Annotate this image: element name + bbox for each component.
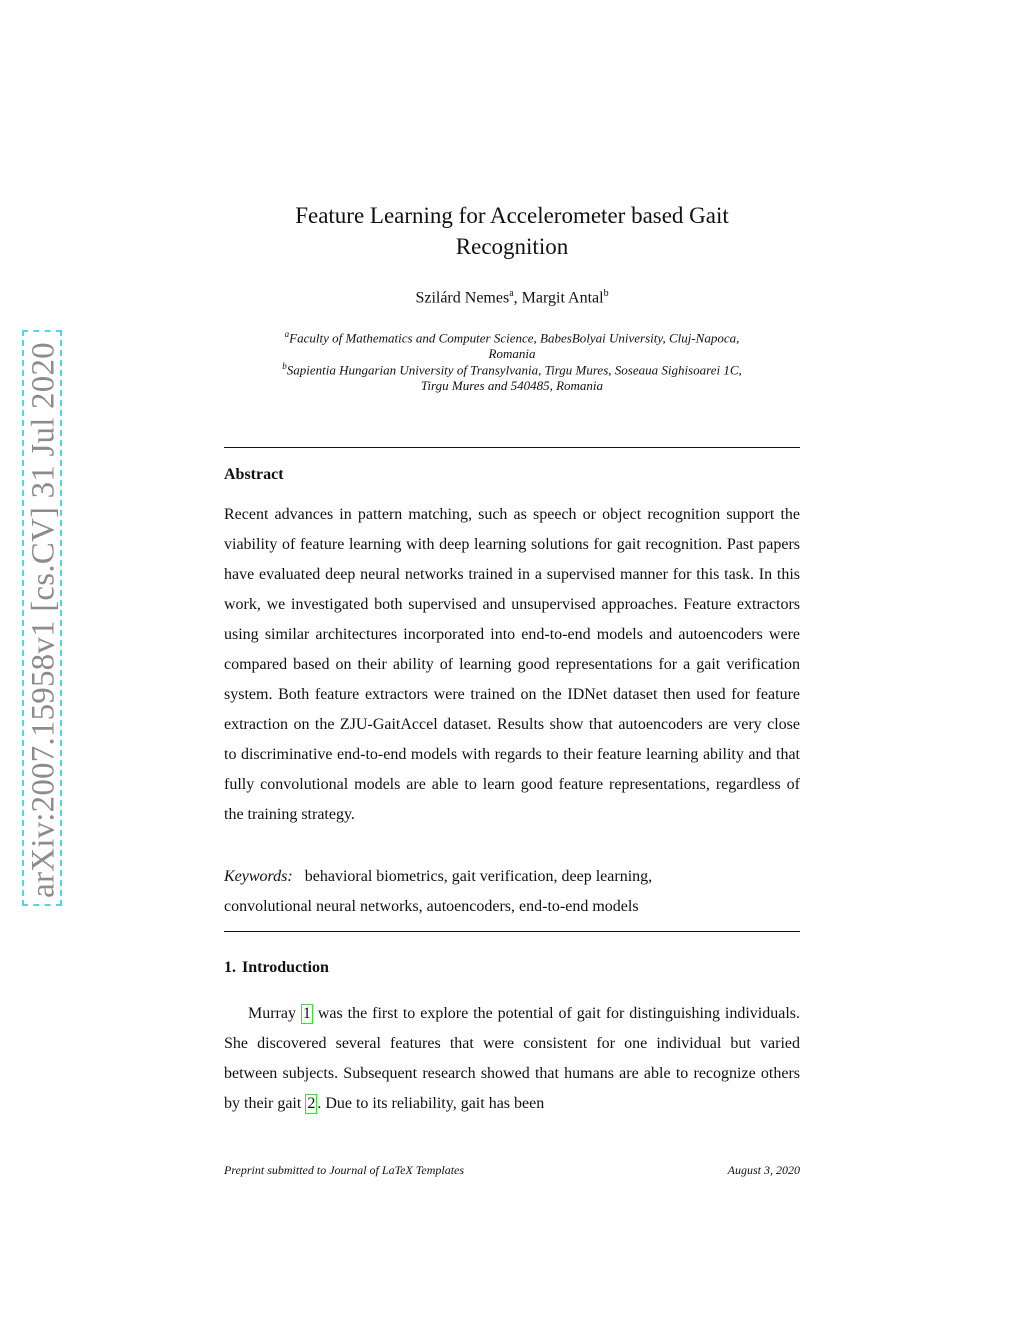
affiliation-a xyxy=(224,326,800,362)
author-separator: , xyxy=(513,289,522,307)
arxiv-stamp[interactable] xyxy=(22,330,62,906)
footer-journal-prefix: Preprint submitted to Journal of xyxy=(224,1163,382,1177)
affiliation-mark: b xyxy=(603,288,609,299)
intro-text-part: Murray xyxy=(248,1005,301,1022)
author-name: Szilárd Nemes xyxy=(415,289,510,307)
affiliation-mark: a xyxy=(509,288,514,299)
keywords-line-1: behavioral biometrics, gait verification, deep learning, xyxy=(304,868,653,885)
title-line-2: Recognition xyxy=(455,234,569,259)
affiliation-b-line-2: Tirgu Mures and 540485, Romania xyxy=(420,378,604,394)
abstract-text: Recent advances in pattern matching, such as speech or object recognition support the viability of feature learning with deep learning solutions for gait recognition. Past papers have evaluated deep neural networks trained in a supervised manner for this task. In this work, we investigated both supervised and unsupervised approaches. Feature extractors using similar architectures incorporated into end-to-end models and autoencoders were compared based on their ability of learning good representations for a gait verification system. Both feature extractors were trained on the IDNet dataset then used for feature extraction on the ZJU-GaitAccel dataset. Results show that autoencoders are very close to discriminative end-to-end models with regards to their feature learning ability and that fully convolutional models are able to learn good feature representations, regardless of the training strategy. xyxy=(224,506,800,823)
author-name: Margit Antal xyxy=(521,289,604,307)
author-list xyxy=(224,288,800,307)
affiliation-a-line-1: Faculty of Mathematics and Computer Science, BabesBolyai University, Cluj-Napoca, xyxy=(289,330,740,346)
abstract-top-rule xyxy=(224,447,800,448)
keywords-label: Keywords: xyxy=(224,868,293,885)
keywords-line-2: convolutional neural networks, autoencoders, end-to-end models xyxy=(224,898,639,915)
affiliation-mark: a xyxy=(284,329,290,339)
section-number: 1. xyxy=(224,959,236,976)
affiliation-mark: b xyxy=(282,361,287,371)
abstract-bottom-rule xyxy=(224,931,800,932)
paper-title xyxy=(224,200,800,262)
section-title: Introduction xyxy=(242,959,329,976)
footer-date: August 3, 2020 xyxy=(727,1163,800,1177)
arxiv-identifier: arXiv:2007.15958v1 [cs.CV] 31 Jul 2020 xyxy=(25,342,62,898)
footer-journal-suffix: Templates xyxy=(412,1163,465,1177)
introduction-heading xyxy=(224,959,329,977)
affiliation-b-line-1: Sapientia Hungarian University of Transylvania, Tirgu Mures, Soseaua Sighisoarei 1C, xyxy=(286,362,742,378)
affiliation-b xyxy=(224,358,800,394)
citation-link[interactable]: 1 xyxy=(302,1005,311,1022)
footer-latex-logo: LaTeX xyxy=(381,1163,413,1177)
abstract-heading: Abstract xyxy=(224,466,284,483)
introduction-text xyxy=(224,999,800,1119)
page-footer xyxy=(224,1163,800,1178)
keywords xyxy=(224,862,800,922)
intro-text-part: . Due to its reliability, gait has been xyxy=(317,1095,545,1112)
footer-journal xyxy=(224,1163,464,1178)
citation-link[interactable]: 2 xyxy=(307,1095,316,1112)
title-line-1: Feature Learning for Accelerometer based Gait xyxy=(295,203,729,228)
intro-text-part: was the first to explore the potential of gait for distinguishing individuals. She discovered several features that were consistent for one individual but varied between subjects. Subsequent research showed that humans are able to recognize others by their gait xyxy=(224,1005,801,1112)
affiliation-a-line-2: Romania xyxy=(488,346,536,362)
